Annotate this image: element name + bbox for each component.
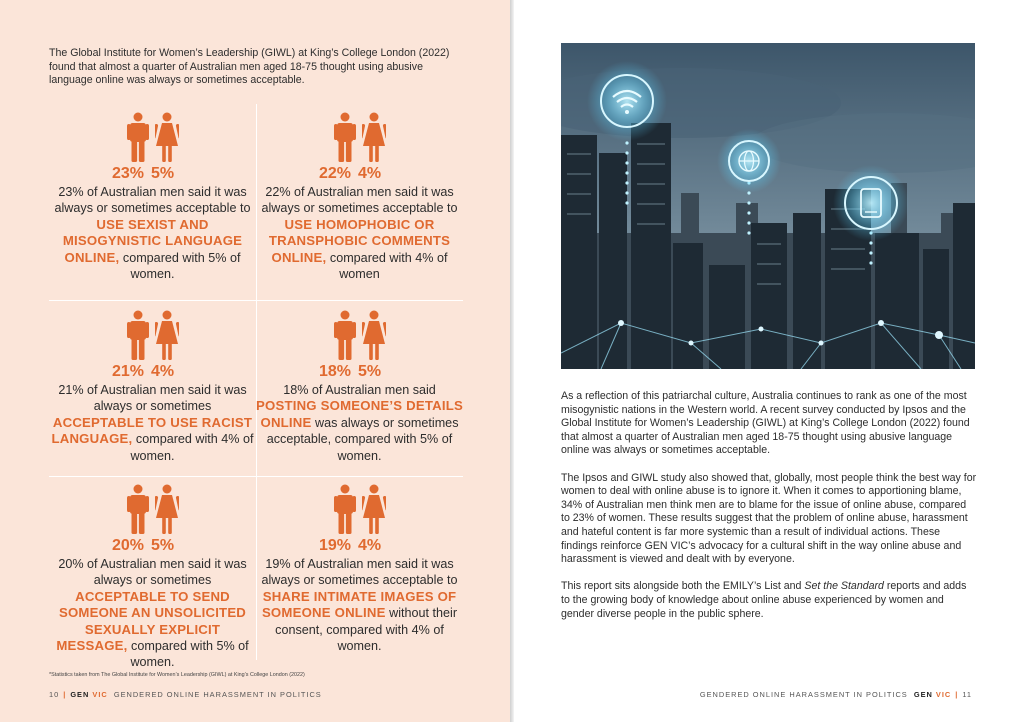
woman-figure-icon [155,484,179,534]
gender-figures [49,484,256,536]
stat-cell-homophobic [256,112,463,282]
percentages [256,536,463,556]
stat-text: 20% of Australian men said it was always or sometimes [58,557,247,588]
footer-title: GENDERED ONLINE HARASSMENT IN POLITICS [113,690,322,699]
gender-figures [256,112,463,164]
stat-cell-doxxing [256,310,463,464]
stat-text: 18% of Australian men said [283,383,436,397]
men-percentage: 19% [318,537,351,554]
stat-highlight: USE HOMOPHOBIC OR TRANSPHOBIC COMMENTS ONLINE, [268,216,451,265]
footer-right [700,690,972,699]
man-figure-icon [127,310,149,360]
man-figure-icon [334,310,356,360]
stat-description [256,184,463,282]
stat-highlight: POSTING SOMEONE’S DETAILS ONLINE [256,398,463,430]
stat-text: compared with 4% of women [329,250,448,282]
right-body-text [561,390,977,635]
percentages [49,362,256,382]
report-title: Set the Standard [804,580,884,593]
brand-gen: GEN [70,690,90,699]
man-figure-icon [334,484,356,534]
woman-figure-icon [155,310,179,360]
gender-figures [49,310,256,362]
paragraph-text: reports and adds to the growing body of knowledge about online abuse experienced by women and gender diverse people in the public sphere. [561,580,967,620]
stat-highlight: ACCEPTABLE TO SEND SOMEONE AN UNSOLICITED SEXUALLY EXPLICIT MESSAGE, [56,588,247,654]
body-paragraph [561,580,977,621]
percentages [49,536,256,556]
gender-figures [49,112,256,164]
stat-description [49,556,256,671]
women-percentage: 5% [358,363,382,380]
stat-text: 19% of Australian men said it was always or sometimes acceptable to [261,557,458,588]
footer-separator: | [63,690,67,699]
women-percentage: 4% [358,537,382,554]
women-percentage: 4% [358,165,382,182]
gender-figures [256,310,463,362]
stat-text: 22% of Australian men said it was always or sometimes acceptable to [261,185,458,216]
stats-grid [49,104,463,670]
city-network-photo [561,43,975,369]
women-percentage: 4% [151,363,175,380]
men-percentage: 21% [111,363,144,380]
stat-text: without their consent, compared with 4% of women. [275,606,458,654]
stat-cell-racist [49,310,256,464]
woman-figure-icon [362,112,386,162]
paragraph-text: This report sits alongside both the EMILY’s List and [561,580,805,593]
footer-left [49,690,322,699]
men-percentage: 20% [111,537,144,554]
woman-figure-icon [155,112,179,162]
skyline-illustration [561,43,975,369]
phone-icon [833,165,909,241]
brand-vic: VIC [935,690,952,699]
body-paragraph: The Ipsos and GIWL study also showed that, globally, most people think the best way for women to deal with online abuse is to ignore it. When it comes to apportioning blame, 34% of Australian men think men are to blame for the issue of online abuse, compared to 23% of women. These results suggest that the problem of online abuse, harassment and hateful content is far more systemic than a result of individual actions. These findings reinforce GEN VIC’s advocacy for a cultural shift in the way online abuse and harassment is viewed and dealt with by everyone. [561,471,977,566]
brand-gen: GEN [913,690,933,699]
globe-icon [717,129,781,193]
stat-highlight: USE SEXIST AND MISOGYNISTIC LANGUAGE ONLINE, [62,216,243,265]
man-figure-icon [127,484,149,534]
gender-figures [256,484,463,536]
left-page [0,0,510,722]
stat-description [256,556,463,654]
footnote: *Statistics taken from The Global Institute for Women’s Leadership (GIWL) at King’s College London (2022) [49,672,305,678]
woman-figure-icon [362,484,386,534]
stat-cell-intimate-images [256,484,463,654]
men-percentage: 18% [318,363,351,380]
stat-text: 23% of Australian men said it was always or sometimes acceptable to [54,185,251,216]
wifi-icon [587,61,667,141]
page-number: 10 [49,690,60,699]
men-percentage: 22% [318,165,351,182]
footer-separator: | [955,690,959,699]
brand-vic: VIC [92,690,108,699]
women-percentage: 5% [151,537,175,554]
stat-text: was always or sometimes acceptable, compared with 5% of women. [266,415,459,463]
stat-description [49,184,256,282]
grid-divider-horizontal [49,476,463,477]
stat-text: compared with 5% of women. [130,639,249,670]
stat-text: compared with 5% of women. [122,250,241,282]
grid-divider-horizontal [49,300,463,301]
percentages [49,164,256,184]
stat-cell-explicit-message [49,484,256,671]
stat-text: 21% of Australian men said it was always or sometimes [58,383,247,414]
stat-highlight: ACCEPTABLE TO USE RACIST LANGUAGE, [51,414,253,447]
page-number: 11 [962,690,972,699]
percentages [256,362,463,382]
woman-figure-icon [362,310,386,360]
man-figure-icon [127,112,149,162]
stat-cell-sexist [49,112,256,282]
stat-highlight: SHARE INTIMATE IMAGES OF SOMEONE ONLINE [261,588,457,621]
stat-description [49,382,256,464]
stat-text: compared with 4% of women. [130,432,254,463]
stat-description [256,382,463,464]
body-paragraph: As a reflection of this patriarchal culture, Australia continues to rank as one of the most misogynistic nations in the Western world. A recent survey conducted by Ipsos and the Global Institute for Women’s Leadership (GIWL) at King’s College London (2022) found that almost a quarter of Australian men aged 18-75 thought using abusive language online was always or sometimes acceptable. [561,390,970,457]
footer-title: GENDERED ONLINE HARASSMENT IN POLITICS [699,690,908,699]
men-percentage: 23% [111,165,144,182]
page-gutter [510,0,514,722]
intro-text: The Global Institute for Women’s Leadership (GIWL) at King’s College London (2022) found that almost a quarter of Australian men aged 18-75 thought using abusive language online was always or sometimes acceptable. [49,47,450,87]
man-figure-icon [334,112,356,162]
percentages [256,164,463,184]
women-percentage: 5% [151,165,175,182]
